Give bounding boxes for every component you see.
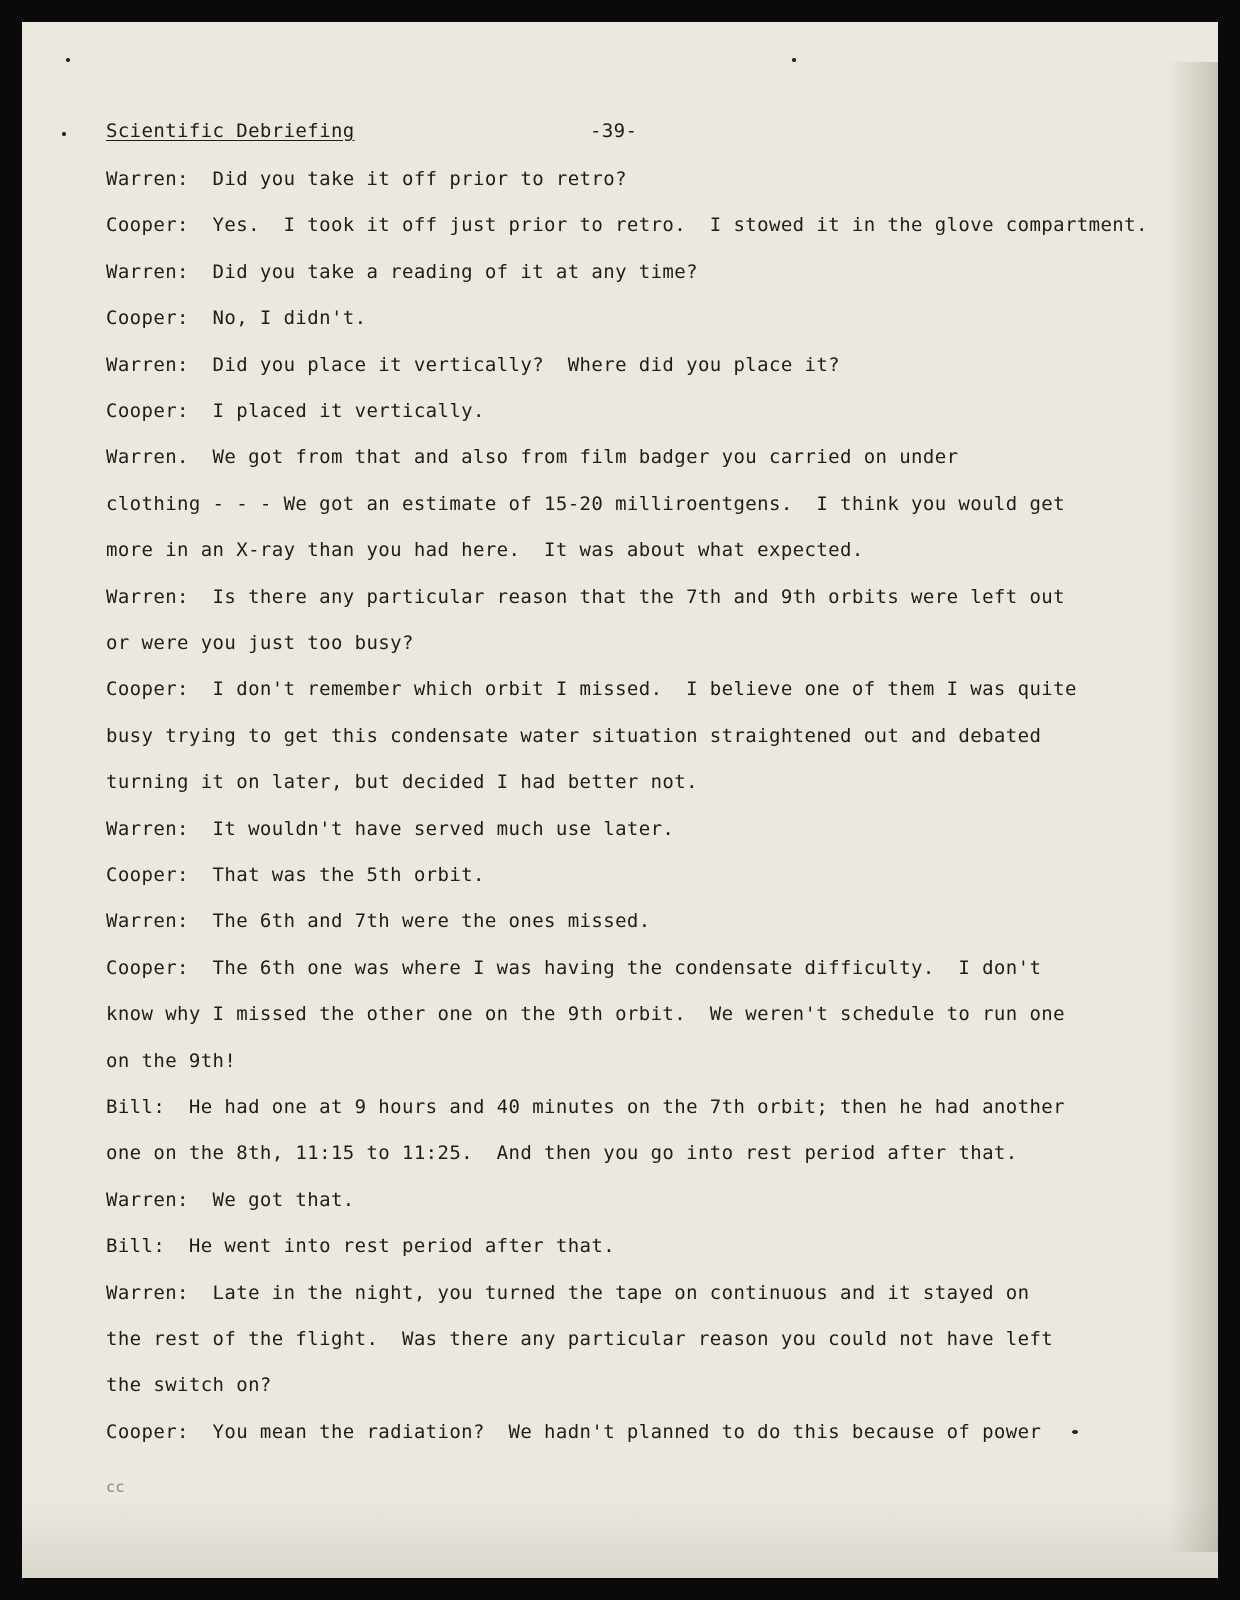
- scan-speck: [792, 58, 796, 62]
- transcript-line: the switch on?: [106, 1374, 272, 1396]
- transcript-line: Cooper: No, I didn't.: [106, 307, 367, 329]
- transcript-line: Bill: He had one at 9 hours and 40 minutes on the 7th orbit; then he had another: [106, 1096, 1065, 1118]
- transcript-line: one on the 8th, 11:15 to 11:25. And then you go into rest period after that.: [106, 1142, 1018, 1164]
- transcript-line: Cooper: That was the 5th orbit.: [106, 864, 485, 886]
- transcript-line: Cooper: Yes. I took it off just prior to retro. I stowed it in the glove compartment.: [106, 214, 1148, 236]
- transcript-line: Cooper: The 6th one was where I was having the condensate difficulty. I don't: [106, 957, 1042, 979]
- footer-mark: cc: [106, 1478, 125, 1496]
- transcript-line: turning it on later, but decided I had better not.: [106, 771, 698, 793]
- transcript-line: Warren: Did you place it vertically? Where did you place it?: [106, 354, 841, 376]
- page-number: -39-: [590, 120, 638, 142]
- transcript-line: clothing - - - We got an estimate of 15-20 milliroentgens. I think you would get: [106, 493, 1065, 515]
- scan-speck: [66, 58, 70, 62]
- transcript-line: busy trying to get this condensate water situation straightened out and debated: [106, 725, 1042, 747]
- document-page: [22, 22, 1218, 1578]
- transcript-line: Cooper: I don't remember which orbit I missed. I believe one of them I was quite: [106, 678, 1077, 700]
- transcript-line: Warren: Did you take a reading of it at any time?: [106, 261, 698, 283]
- transcript-line: Warren: It wouldn't have served much use later.: [106, 818, 675, 840]
- transcript-line: Bill: He went into rest period after that.: [106, 1235, 616, 1257]
- transcript-line: Warren: We got that.: [106, 1189, 355, 1211]
- scan-speck: [62, 132, 66, 136]
- scan-speck: [1072, 1430, 1078, 1434]
- transcript-line: Warren: Is there any particular reason that the 7th and 9th orbits were left out: [106, 586, 1065, 608]
- transcript-line: Warren: Late in the night, you turned the tape on continuous and it stayed on: [106, 1282, 1030, 1304]
- transcript-line: Warren: The 6th and 7th were the ones missed.: [106, 910, 651, 932]
- transcript-line: or were you just too busy?: [106, 632, 414, 654]
- transcript-line: Cooper: I placed it vertically.: [106, 400, 485, 422]
- transcript-line: more in an X-ray than you had here. It was about what expected.: [106, 539, 864, 561]
- transcript-line: Cooper: You mean the radiation? We hadn't planned to do this because of power: [106, 1421, 1042, 1443]
- document-title: Scientific Debriefing: [106, 120, 355, 142]
- transcript-line: know why I missed the other one on the 9th orbit. We weren't schedule to run one: [106, 1003, 1065, 1025]
- transcript-line: on the 9th!: [106, 1050, 237, 1072]
- transcript-line: Warren: Did you take it off prior to retro?: [106, 168, 627, 190]
- transcript-line: the rest of the flight. Was there any particular reason you could not have left: [106, 1328, 1054, 1350]
- transcript-line: Warren. We got from that and also from film badger you carried on under: [106, 446, 959, 468]
- transcript-body: [22, 22, 1218, 1578]
